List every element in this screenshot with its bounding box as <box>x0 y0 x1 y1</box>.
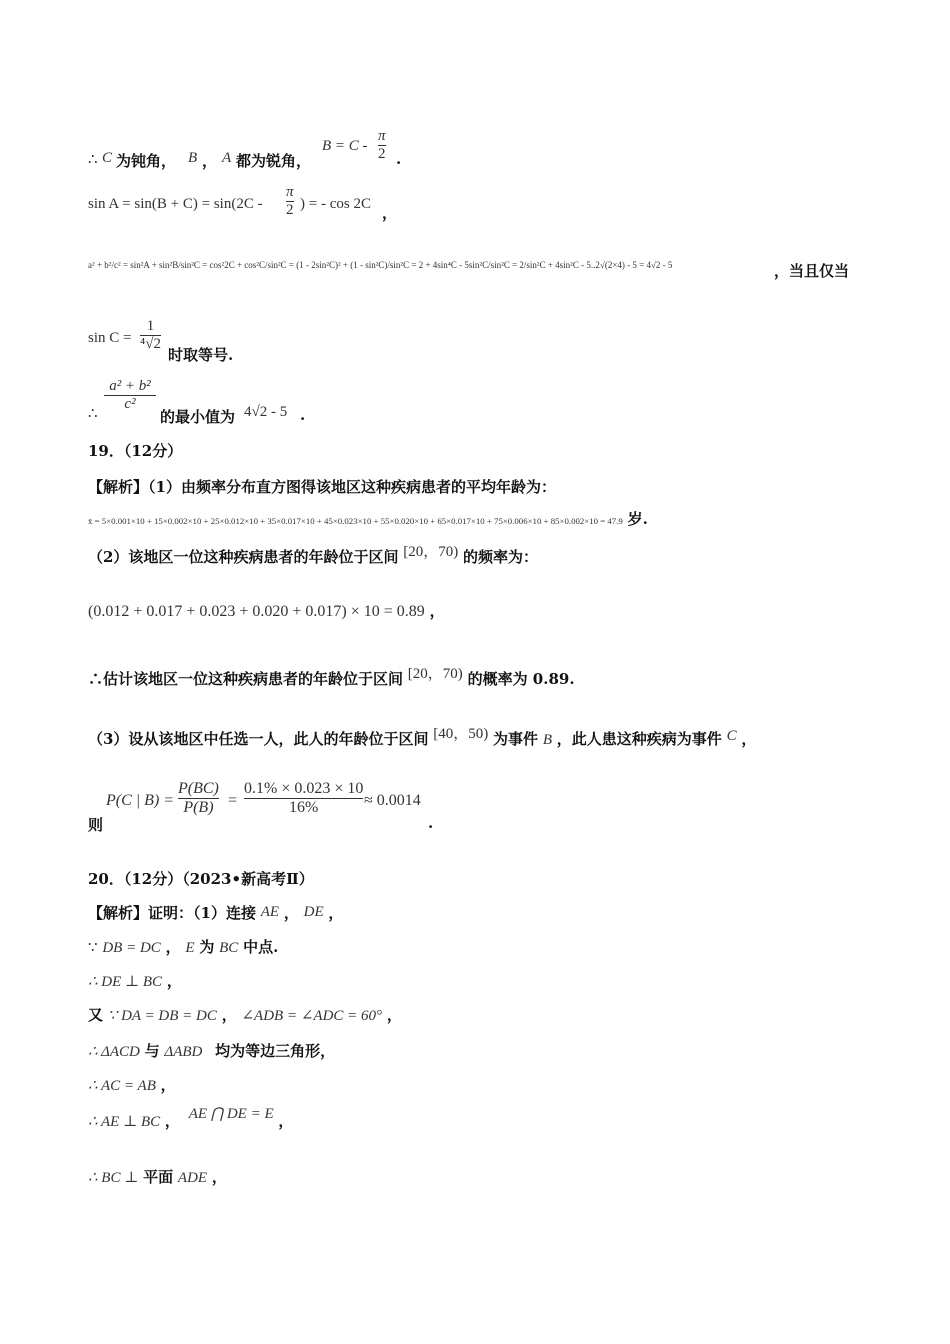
var-c: C <box>102 150 113 166</box>
text-midpoint: 中点. <box>243 938 279 956</box>
comma: ， <box>283 904 299 922</box>
line-part2 <box>88 546 538 567</box>
event-b: B <box>542 732 552 748</box>
comma: ， <box>164 1112 180 1130</box>
text-probability: 的概率为 0.89. <box>467 670 575 688</box>
text-event: 为事件 <box>493 730 539 748</box>
segment-de: DE <box>303 904 324 920</box>
line-q20-intro <box>88 902 343 923</box>
var-b: B <box>188 150 198 166</box>
fraction-calculation: $\frac{0.1\% \times 0.023 \times 10}{16\%}$ <box>244 780 364 817</box>
line-part3 <box>88 728 756 749</box>
comma: ， <box>160 1076 176 1094</box>
line-mean-age <box>88 508 648 529</box>
question-20-title: 20．（12分）（2023•新高考Ⅱ） <box>88 870 314 888</box>
comma: ， <box>202 152 218 170</box>
interval-40-50: [40，50) <box>433 726 489 742</box>
text-also: 又 <box>88 1006 104 1024</box>
interval-20-70: [20，70) <box>403 544 459 560</box>
therefore-symbol: ∴ <box>88 152 98 168</box>
comma: ， <box>165 938 181 956</box>
line-ac-equals-ab <box>88 1074 176 1095</box>
therefore-symbol: ∴ <box>88 406 98 422</box>
ratio-fraction: $\frac{\text{a² + b²}}{\text{c²}}$ <box>104 378 156 414</box>
text-estimate: ∴估计该地区一位这种疾病患者的年龄位于区间 <box>88 670 404 688</box>
text-equality: 时取等号. <box>168 346 234 364</box>
text-iff: ，当且仅当 <box>774 262 850 280</box>
ratio-derivation-expr: a² + b²/c² = sin²A + sin²B/sin²C = cos²2C + cos²C/sin²C = (1 - 2sin²C)² + (1 - sin²C)/sin²C = 2 + 4sin⁴C - 5sin²C/sin²C = 2/sin²C + 4sin²C - 5..2√(2×4) - 5 = 4√2 - 5 <box>88 260 673 270</box>
one-over-root: $\frac{1}{\text{⁴√2}}$ <box>140 318 161 353</box>
pi-over-2: $\frac{\pi}{2}$ <box>286 184 294 219</box>
text-frequency: 的频率为： <box>463 548 539 566</box>
line-probability-estimate <box>88 668 575 689</box>
line-de-perp-bc <box>88 970 182 991</box>
line-midpoint <box>88 936 278 957</box>
da-db-dc: ∵ DA = DB = DC <box>107 1008 217 1024</box>
question-19-title: 19．（12分） <box>88 442 183 460</box>
bc-perp: ∴ BC ⊥ <box>88 1170 139 1186</box>
period: . <box>396 150 402 168</box>
sin-c-lhs: sin C = <box>88 330 132 346</box>
frequency-sum-expr: (0.012 + 0.017 + 0.023 + 0.020 + 0.017) × 10 = 0.89 <box>88 603 425 620</box>
q20-heading: 【解析】证明：（1）连接 <box>88 904 256 922</box>
conditional-lhs: P(C | B) = <box>106 792 175 809</box>
text-disease-event: ，此人患这种疾病为事件 <box>556 730 722 748</box>
angle-equality: ∠ADB = ∠ADC = 60° <box>241 1008 383 1024</box>
comma: ， <box>166 972 182 990</box>
because-symbol: ∵ <box>88 940 98 956</box>
comma: ， <box>211 1168 227 1186</box>
line-equal-angles <box>88 1004 402 1025</box>
conditional-result: ≈ 0.0014 <box>364 792 421 809</box>
min-value: 4√2 - 5 <box>244 404 288 420</box>
equation-b: B = C - <box>322 138 368 154</box>
q19-part3-heading: （3）设从该地区中任选一人，此人的年龄位于区间 <box>88 730 429 748</box>
equals: = <box>228 792 238 809</box>
sin-a-tail: ) = - cos 2C <box>300 196 371 212</box>
pi-over-2: $\frac{\pi}{2}$ <box>378 128 386 163</box>
fraction-pbc-pb: $\frac{P(BC)}{P(B)}$ <box>178 780 219 817</box>
point-e: E <box>185 940 195 956</box>
text-acute: 都为锐角， <box>236 152 312 170</box>
period: . <box>428 814 434 832</box>
text-plane: 平面 <box>143 1168 174 1186</box>
mean-age-expr: x̄ = 5×0.001×10 + 15×0.002×10 + 25×0.012×10 + 35×0.017×10 + 45×0.023×10 + 55×0.020×10 + 65×0.017×10 + 75×0.006×10 + 85×0.002×10 = 47.9 <box>88 516 623 526</box>
comma: ， <box>382 204 398 222</box>
text-min: 的最小值为 <box>160 408 236 426</box>
comma: ， <box>328 904 344 922</box>
triangle-acd: ∴ ΔACD <box>88 1044 140 1060</box>
comma: ， <box>741 730 757 748</box>
plane-ade: ADE <box>177 1170 208 1186</box>
text-is: 为 <box>199 938 215 956</box>
line-frequency-sum <box>88 600 445 621</box>
event-c: C <box>726 728 737 744</box>
text-and: 与 <box>144 1042 160 1060</box>
ae-perp-bc: ∴ AE ⊥ BC <box>88 1114 161 1130</box>
period: . <box>300 406 306 424</box>
text-obtuse: 为钝角， <box>116 152 177 170</box>
triangle-abd: ΔABD <box>164 1044 203 1060</box>
ac-equals-ab: ∴ AC = AB <box>88 1078 156 1094</box>
var-a: A <box>222 150 232 166</box>
comma: ， <box>429 602 445 620</box>
line-equilateral <box>88 1040 335 1061</box>
comma: ， <box>278 1112 294 1130</box>
q19-part1-heading: 【解析】（1）由频率分布直方图得该地区这种疾病患者的平均年龄为： <box>88 478 556 496</box>
intersection-ae-de: AE ⋂ DE = E <box>188 1106 274 1122</box>
q19-part2-heading: （2）该地区一位这种疾病患者的年龄位于区间 <box>88 548 399 566</box>
comma: ， <box>386 1006 402 1024</box>
text-then: 则 <box>88 816 104 834</box>
segment-ae: AE <box>260 904 280 920</box>
de-perp-bc: ∴ DE ⊥ BC <box>88 974 163 990</box>
sin-a-expr: sin A = sin(B + C) = sin(2C - <box>88 196 263 212</box>
line-ae-perp-bc <box>88 1106 294 1140</box>
interval-20-70: [20，70) <box>407 666 463 682</box>
db-equals-dc: DB = DC <box>102 940 161 956</box>
text-equilateral: 均为等边三角形， <box>215 1042 336 1060</box>
text-years: 岁. <box>627 510 648 528</box>
comma: ， <box>221 1006 237 1024</box>
line-bc-perp-plane <box>88 1166 227 1187</box>
segment-bc: BC <box>219 940 239 956</box>
